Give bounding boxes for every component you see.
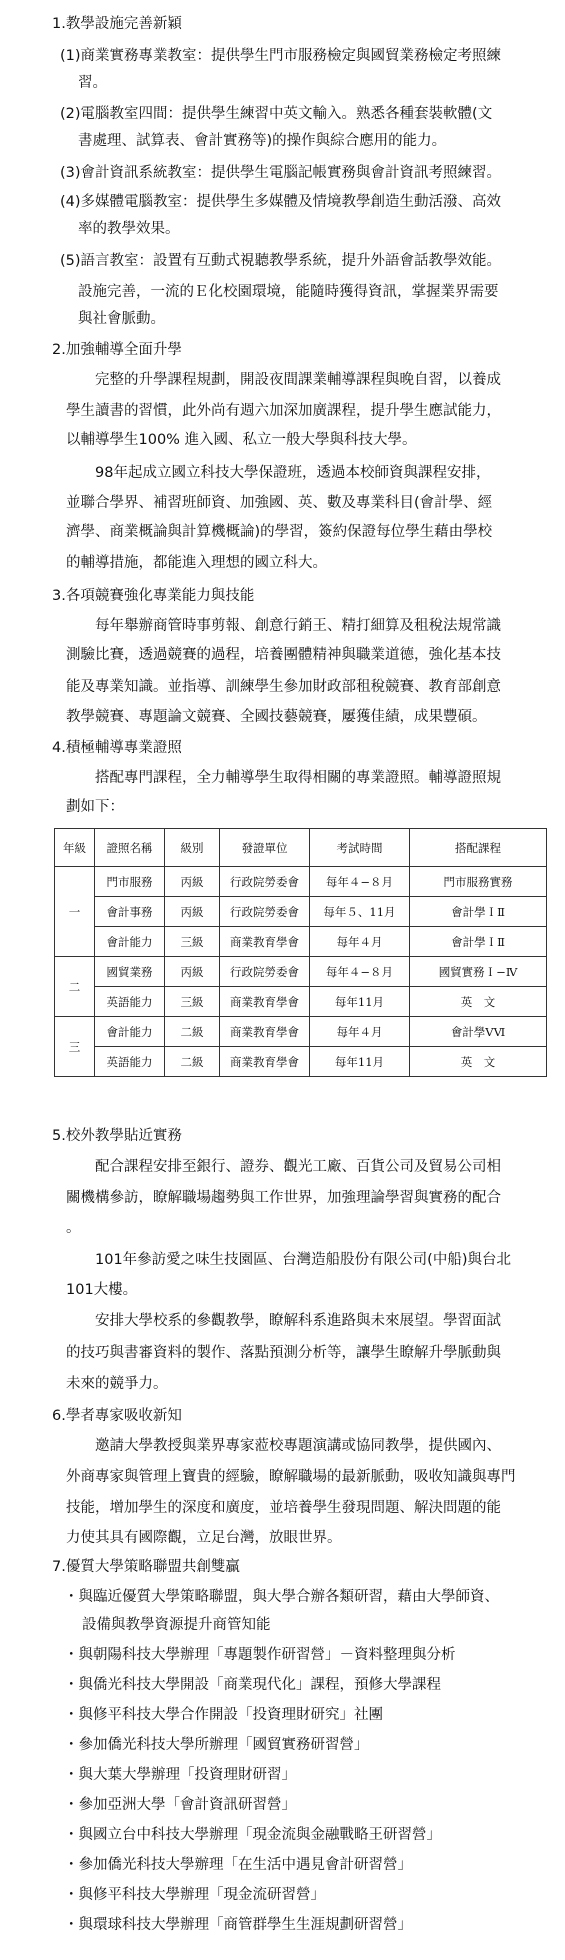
- certificate-table: [54, 828, 547, 1077]
- table-cell: 門市服務實務: [410, 867, 547, 897]
- table-cell: 門市服務: [95, 867, 165, 897]
- text-line: (4)多媒體電腦教室：提供學生多媒體及情境教學創造生動活潑、高效: [60, 194, 502, 210]
- table-row: [55, 957, 547, 987]
- table-cell: 商業教育學會: [220, 987, 310, 1017]
- table-cell: 會計學ⅤⅥ: [410, 1017, 547, 1047]
- table-cell: 行政院勞委會: [220, 867, 310, 897]
- table-cell: 二級: [165, 1017, 220, 1047]
- table-cell: 每年４月: [310, 1017, 410, 1047]
- table-cell: 會計事務: [95, 897, 165, 927]
- text-line: 設施完善，一流的Ｅ化校園環境，能隨時獲得資訊，掌握業界需要: [78, 284, 499, 300]
- text-line: 力使其具有國際觀，立足台灣，放眼世界。: [66, 1530, 342, 1546]
- table-cell: 每年５、11月: [310, 897, 410, 927]
- text-line: 設備與教學資源提升商管知能: [82, 1617, 271, 1633]
- header-grade: 年級: [55, 829, 95, 867]
- table-cell: 英語能力: [95, 1047, 165, 1077]
- text-line: 101年參訪愛之味生技園區、台灣造船股份有限公司(中船)與台北: [95, 1252, 511, 1268]
- text-line: 外商專家與管理上寶貴的經驗，瞭解職場的最新脈動，吸收知識與專門: [66, 1469, 516, 1485]
- text-line: ・與修平科技大學合作開設「投資理財研究」社團: [64, 1707, 383, 1723]
- text-line: 習。: [78, 75, 107, 91]
- table-cell: 丙級: [165, 897, 220, 927]
- text-line: (1)商業實務專業教室：提供學生門市服務檢定與國貿業務檢定考照練: [60, 48, 502, 64]
- text-line: 98年起成立國立科技大學保證班，透過本校師資與課程安排，: [95, 465, 491, 481]
- text-line: 3.各項競賽強化專業能力與技能: [52, 588, 255, 604]
- table-row: [55, 1047, 547, 1077]
- text-line: 1.教學設施完善新穎: [52, 16, 182, 32]
- header-exam-time: 考試時間: [310, 829, 410, 867]
- text-line: 濟學、商業概論與計算機概論)的學習，簽約保證每位學生藉由學校: [66, 524, 493, 540]
- text-line: 測驗比賽，透過競賽的過程，培養團體精神與職業道德，強化基本技: [66, 647, 501, 663]
- header-level: 級別: [165, 829, 220, 867]
- text-line: 搭配專門課程，全力輔導學生取得相關的專業證照。輔導證照規: [95, 770, 501, 786]
- grade-cell: 一: [55, 867, 95, 957]
- text-line: (2)電腦教室四間：提供學生練習中英文輸入。熟悉各種套裝軟體(文: [60, 106, 493, 122]
- text-line: 技能，增加學生的深度和廣度，並培養學生發現問題、解決問題的能: [66, 1500, 501, 1516]
- text-line: ・參加亞洲大學「會計資訊研習營」: [64, 1797, 296, 1813]
- text-line: 4.積極輔導專業證照: [52, 740, 182, 756]
- table-cell: 英 文: [410, 987, 547, 1017]
- grade-cell: 二: [55, 957, 95, 1017]
- table-cell: 會計學ＩⅡ: [410, 897, 547, 927]
- table-cell: 三級: [165, 987, 220, 1017]
- table-cell: 會計能力: [95, 1017, 165, 1047]
- table-row: [55, 987, 547, 1017]
- text-line: 的技巧與書審資料的製作、落點預測分析等，讓學生瞭解升學脈動與: [66, 1345, 501, 1361]
- text-line: ・參加僑光科技大學所辦理「國貿實務研習營」: [64, 1737, 369, 1753]
- table-cell: 英語能力: [95, 987, 165, 1017]
- table-cell: 每年４月: [310, 927, 410, 957]
- text-line: 劃如下：: [66, 799, 124, 815]
- table-cell: 每年４−８月: [310, 957, 410, 987]
- table-cell: 國貿業務: [95, 957, 165, 987]
- text-line: 5.校外教學貼近實務: [52, 1128, 182, 1144]
- text-line: 完整的升學課程規劃，開設夜間課業輔導課程與晚自習，以養成: [95, 372, 501, 388]
- text-line: (5)語言教室：設置有互動式視聽教學系統，提升外語會話教學效能。: [60, 253, 502, 269]
- table-cell: 丙級: [165, 867, 220, 897]
- text-line: 與社會脈動。: [78, 311, 165, 327]
- text-line: 學生讀書的習慣，此外尚有週六加深加廣課程，提升學生應試能力，: [66, 403, 501, 419]
- text-line: 未來的競爭力。: [66, 1376, 168, 1392]
- text-line: ・與僑光科技大學開設「商業現代化」課程，預修大學課程: [64, 1677, 441, 1693]
- table-row: [55, 927, 547, 957]
- text-line: ・與環球科技大學辦理「商管群學生生涯規劃研習營」: [64, 1917, 412, 1933]
- text-line: 101大樓。: [66, 1282, 138, 1298]
- text-line: 2.加強輔導全面升學: [52, 342, 182, 358]
- text-line: ・與臨近優質大學策略聯盟，與大學合辦各類研習，藉由大學師資、: [64, 1589, 499, 1605]
- table-row: [55, 897, 547, 927]
- table-cell: 會計能力: [95, 927, 165, 957]
- table-cell: 行政院勞委會: [220, 957, 310, 987]
- text-line: ・與國立台中科技大學辦理「現金流與金融戰略王研習營」: [64, 1827, 441, 1843]
- text-line: 每年舉辦商管時事剪報、創意行銷王、精打細算及租稅法規常識: [95, 618, 501, 634]
- table-cell: 國貿實務Ｉ−Ⅳ: [410, 957, 547, 987]
- text-line: 配合課程安排至銀行、證券、觀光工廠、百貨公司及貿易公司相: [95, 1159, 501, 1175]
- table-cell: 會計學ＩⅡ: [410, 927, 547, 957]
- table-cell: 每年11月: [310, 1047, 410, 1077]
- table-cell: 每年11月: [310, 987, 410, 1017]
- text-line: 率的教學效果。: [78, 221, 180, 237]
- table-cell: 英 文: [410, 1047, 547, 1077]
- table-cell: 商業教育學會: [220, 1047, 310, 1077]
- text-line: ・與大葉大學辦理「投資理財研習」: [64, 1767, 296, 1783]
- text-line: 。: [66, 1220, 81, 1236]
- text-line: ・與朝陽科技大學辦理「專題製作研習營」－資料整理與分析: [64, 1647, 456, 1663]
- text-line: 6.學者專家吸收新知: [52, 1408, 182, 1424]
- header-certificate-name: 證照名稱: [95, 829, 165, 867]
- text-line: 的輔導措施，都能進入理想的國立科大。: [66, 555, 327, 571]
- text-line: 邀請大學教授與業界專家蒞校專題演講或協同教學，提供國內、: [95, 1438, 501, 1454]
- text-line: ・與修平科技大學辦理「現金流研習營」: [64, 1887, 325, 1903]
- text-line: 能及專業知識。並指導、訓練學生參加財政部租稅競賽、教育部創意: [66, 679, 501, 695]
- table-header-row: [55, 829, 547, 867]
- table-cell: 三級: [165, 927, 220, 957]
- table-cell: 商業教育學會: [220, 927, 310, 957]
- text-line: ・參加僑光科技大學辦理「在生活中遇見會計研習營」: [64, 1857, 412, 1873]
- grade-cell: 三: [55, 1017, 95, 1077]
- header-course: 搭配課程: [410, 829, 547, 867]
- table-row: [55, 867, 547, 897]
- text-line: 關機構參訪，瞭解職場趨勢與工作世界，加強理論學習與實務的配合: [66, 1190, 501, 1206]
- text-line: 書處理、試算表、會計實務等)的操作與綜合應用的能力。: [78, 133, 447, 149]
- text-line: 安排大學校系的參觀教學，瞭解科系進路與未來展望。學習面試: [95, 1313, 501, 1329]
- text-line: 7.優質大學策略聯盟共創雙贏: [52, 1559, 240, 1575]
- text-line: (3)會計資訊系統教室：提供學生電腦記帳實務與會計資訊考照練習。: [60, 165, 502, 181]
- text-line: 教學競賽、專題論文競賽、全國技藝競賽，屢獲佳績，成果豐碩。: [66, 709, 487, 725]
- table-cell: 商業教育學會: [220, 1017, 310, 1047]
- header-issuer: 發證單位: [220, 829, 310, 867]
- text-line: 以輔導學生100% 進入國、私立一般大學與科技大學。: [66, 432, 417, 448]
- table-row: [55, 1017, 547, 1047]
- table-cell: 行政院勞委會: [220, 897, 310, 927]
- table-cell: 二級: [165, 1047, 220, 1077]
- table-cell: 丙級: [165, 957, 220, 987]
- table-cell: 每年４−８月: [310, 867, 410, 897]
- text-line: 並聯合學界、補習班師資、加強國、英、數及專業科目(會計學、經: [66, 495, 493, 511]
